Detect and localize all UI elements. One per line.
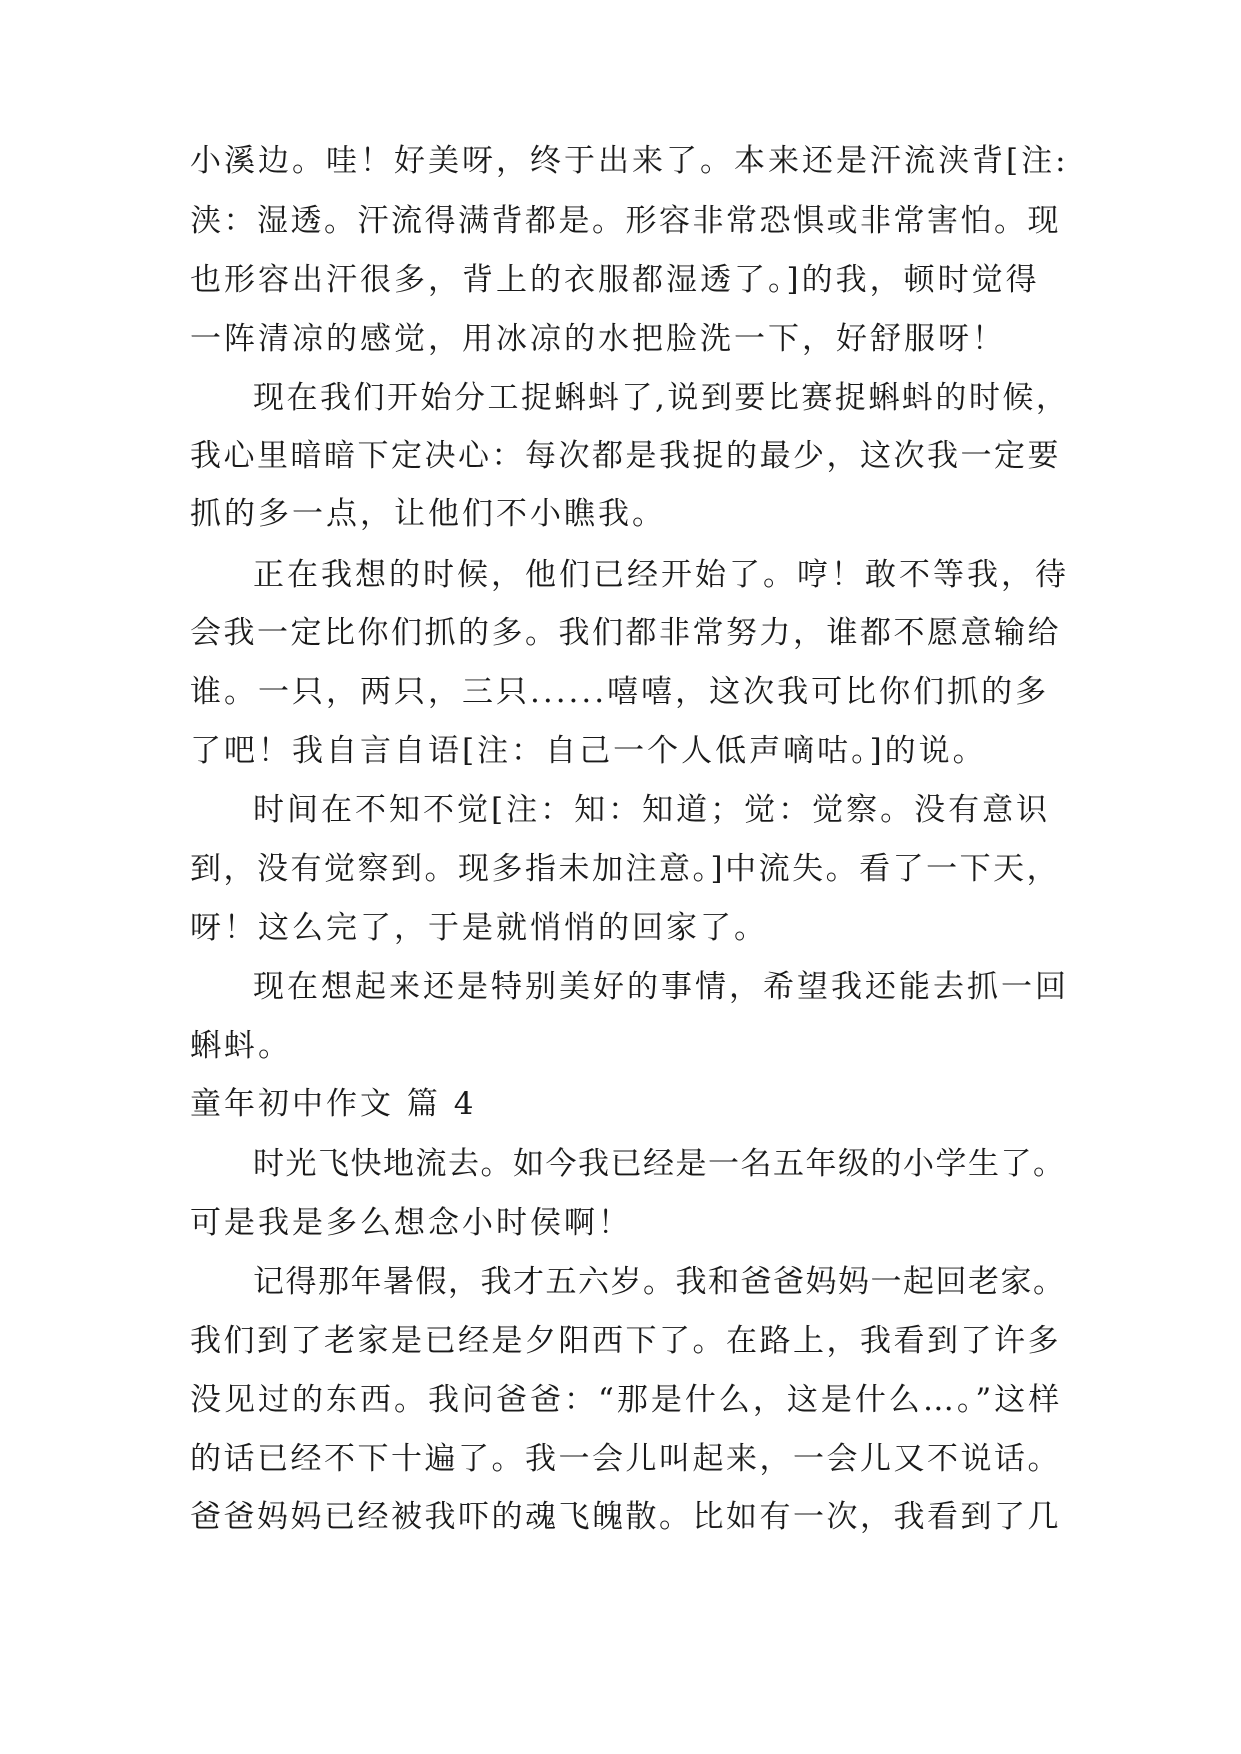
text-line: 呀！这么完了，于是就悄悄的回家了。 (190, 910, 768, 946)
text-line: 爸爸妈妈已经被我吓的魂飞魄散。比如有一次，我看到了几 (190, 1499, 1061, 1535)
paragraph-first-line: 记得那年暑假，我才五六岁。我和爸爸妈妈一起回老家。 (253, 1264, 1066, 1300)
text-line: 浃：湿透。汗流得满背都是。形容非常恐惧或非常害怕。现 (190, 203, 1061, 239)
text-line: 蝌蚪。 (190, 1028, 292, 1064)
text-line: 也形容出汗很多，背上的衣服都湿透了。]的我，顿时觉得 (190, 262, 1040, 298)
paragraph-first-line: 时间在不知不觉[注：知：知道；觉：觉察。没有意识 (253, 792, 1051, 828)
text-line: 到，没有觉察到。现多指未加注意。]中流失。看了一下天， (190, 851, 1061, 887)
text-line: 抓的多一点，让他们不小瞧我。 (190, 496, 666, 532)
paragraph-first-line: 现在我们开始分工捉蝌蚪了,说到要比赛捉蝌蚪的时候， (253, 380, 1070, 416)
paragraph-first-line: 正在我想的时候，他们已经开始了。哼！敢不等我，待 (253, 557, 1069, 593)
text-line: 可是我是多么想念小时侯啊！ (190, 1205, 632, 1241)
paragraph-first-line: 时光飞快地流去。如今我已经是一名五年级的小学生了。 (253, 1146, 1066, 1182)
section-heading: 童年初中作文 篇 4 (190, 1086, 477, 1122)
text-line: 的话已经不下十遍了。我一会儿叫起来，一会儿又不说话。 (190, 1441, 1061, 1477)
text-line: 谁。一只，两只，三只......嘻嘻，这次我可比你们抓的多 (190, 674, 1050, 710)
text-line: 一阵清凉的感觉，用冰凉的水把脸洗一下，好舒服呀！ (190, 321, 1006, 357)
text-line: 了吧！我自言自语[注：自己一个人低声嘀咕。]的说。 (190, 733, 987, 769)
text-line: 没见过的东西。我问爸爸：“那是什么，这是什么…。”这样 (190, 1382, 1063, 1418)
paragraph-first-line: 现在想起来还是特别美好的事情，希望我还能去抓一回 (253, 969, 1069, 1005)
text-line: 会我一定比你们抓的多。我们都非常努力，谁都不愿意输给 (190, 615, 1061, 651)
text-line: 我们到了老家是已经是夕阳西下了。在路上，我看到了许多 (190, 1323, 1061, 1359)
text-line: 小溪边。哇！好美呀，终于出来了。本来还是汗流浃背[注: (190, 143, 1069, 179)
text-line: 我心里暗暗下定决心：每次都是我捉的最少，这次我一定要 (190, 438, 1061, 474)
